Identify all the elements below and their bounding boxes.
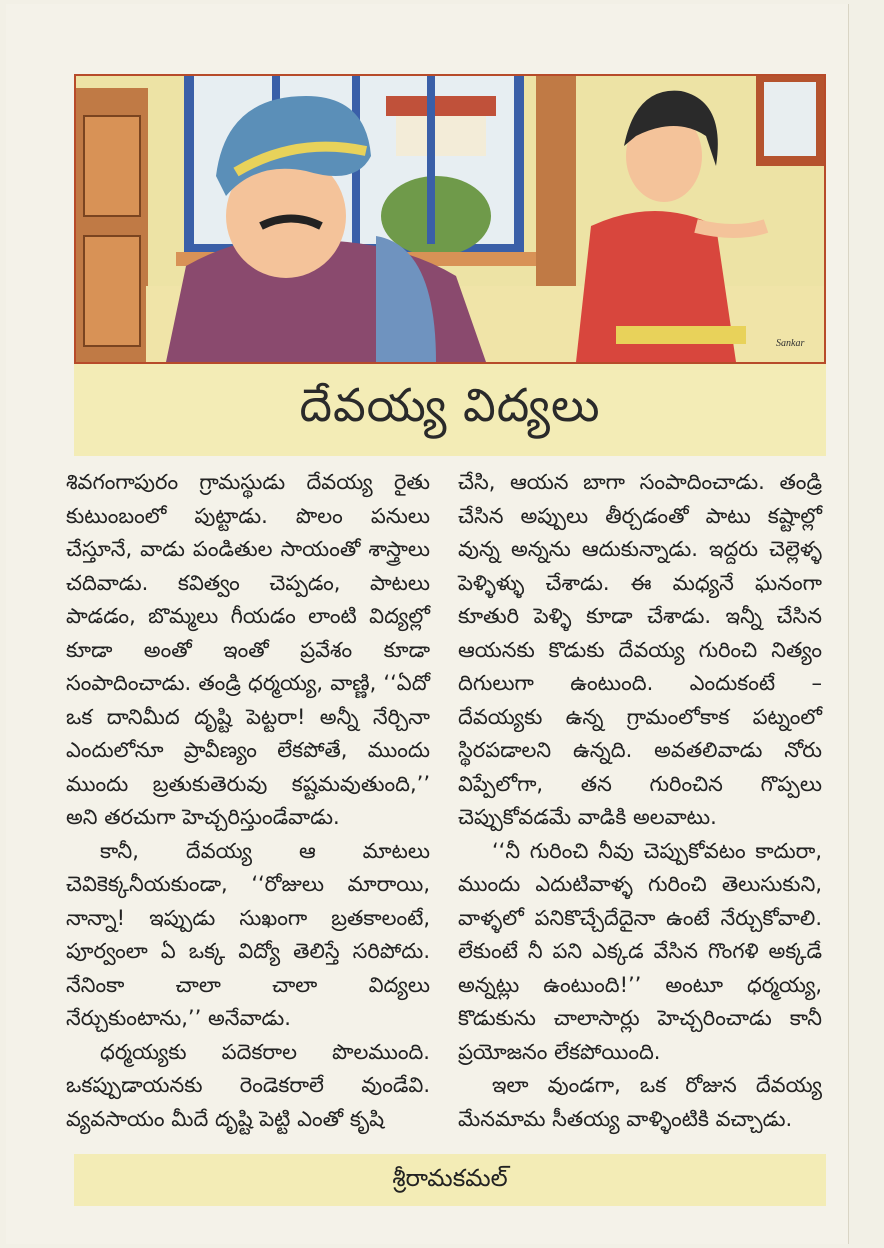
story-illustration [74,74,826,364]
paragraph-2: కానీ, దేవయ్య ఆ మాటలు చెవికెక్కనీయకుండా, ‘‘రోజులు మారాయి, నాన్నా! ఇప్పుడు సుఖంగా బ్రతకాలంటే, పూర్వంలా ఏ ఒక్క విద్యో తెలిస్తే సరిపోదు. నేనింకా చాలా చాలా విద్యలు నేర్చుకుంటాను,’’ అనేవాడు. [66,838,430,1030]
story-page [6,4,849,1244]
paragraph-4: చేసి, ఆయన బాగా సంపాదించాడు. తండ్రి చేసిన అప్పులు తీర్చడంతో పాటు కష్టాల్లో వున్న అన్నను ఆదుకున్నాడు. ఇద్దరు చెల్లెళ్ళ పెళ్ళిళ్ళు చేశాడు. ఈ మధ్యనే ఘనంగా కూతురి పెళ్ళి కూడా చేశాడు. ఇన్నీ చేసిన ఆయనకు కొడుకు దేవయ్య గురించి నిత్యం దిగులుగా ఉంటుంది. ఎందుకంటే – దేవయ్యకు ఉన్న గ్రామంలోకాక పట్నంలో స్థిరపడాలని ఉన్నది. అవతలివాడు నోరు విప్పేలోగా, తన గురించిన గొప్పలు చెప్పుకోవడమే వాడికి అలవాటు. [458,470,822,829]
paragraph-3: ధర్మయ్యకు పదెకరాల పొలముంది. ఒకప్పుడాయనకు రెండెకరాలే వుండేవి. వ్యవసాయం మీదే దృష్టి పెట్టి ఎంతో కృషి [66,1039,430,1131]
title-band [74,364,826,456]
author-band [74,1154,826,1206]
paragraph-5: ‘‘నీ గురించి నీవు చెప్పుకోవటం కాదురా, ముందు ఎదుటివాళ్ళ గురించి తెలుసుకుని, వాళ్ళలో పనికొచ్చేదేదైనా ఉంటే నేర్చుకోవాలి. లేకుంటే నీ పని ఎక్కడ వేసిన గొంగళి అక్కడే అన్నట్లు ఉంటుంది!’’ అంటూ ధర్మయ్య, కొడుకును చాలాసార్లు హెచ్చరించాడు కానీ ప్రయోజనం లేకపోయింది. [458,838,822,1064]
author-name: శ్రీరామకమల్ [392,1164,508,1192]
illustrator-signature: Sankar [776,338,805,349]
illustration-drawing [76,76,824,362]
left-column [66,466,430,1136]
paragraph-6: ఇలా వుండగా, ఒక రోజున దేవయ్య మేనమామ సీతయ్య వాళ్ళింటికి వచ్చాడు. [458,1073,822,1131]
right-column [458,466,822,1136]
paragraph-1: శివగంగాపురం గ్రామస్థుడు దేవయ్య రైతు కుటుంబంలో పుట్టాడు. పొలం పనులు చేస్తూనే, వాడు పండితుల సాయంతో శాస్త్రాలు చదివాడు. కవిత్వం చెప్పడం, పాటలు పాడడం, బొమ్మలు గీయడం లాంటి విద్యల్లో కూడా అంతో ఇంతో ప్రవేశం కూడా సంపాదించాడు. తండ్రి ధర్మయ్య, వాణ్ణి, ‘‘ఏదో ఒక దానిమీద దృష్టి పెట్టరా! అన్నీ నేర్చినా ఎందులోనూ ప్రావీణ్యం లేకపోతే, ముందు ముందు బ్రతుకుతెరువు కష్టమవుతుంది,’’ అని తరచుగా హెచ్చరిస్తుండేవాడు. [66,470,430,829]
story-title: దేవయ్య విద్యలు [299,378,601,432]
